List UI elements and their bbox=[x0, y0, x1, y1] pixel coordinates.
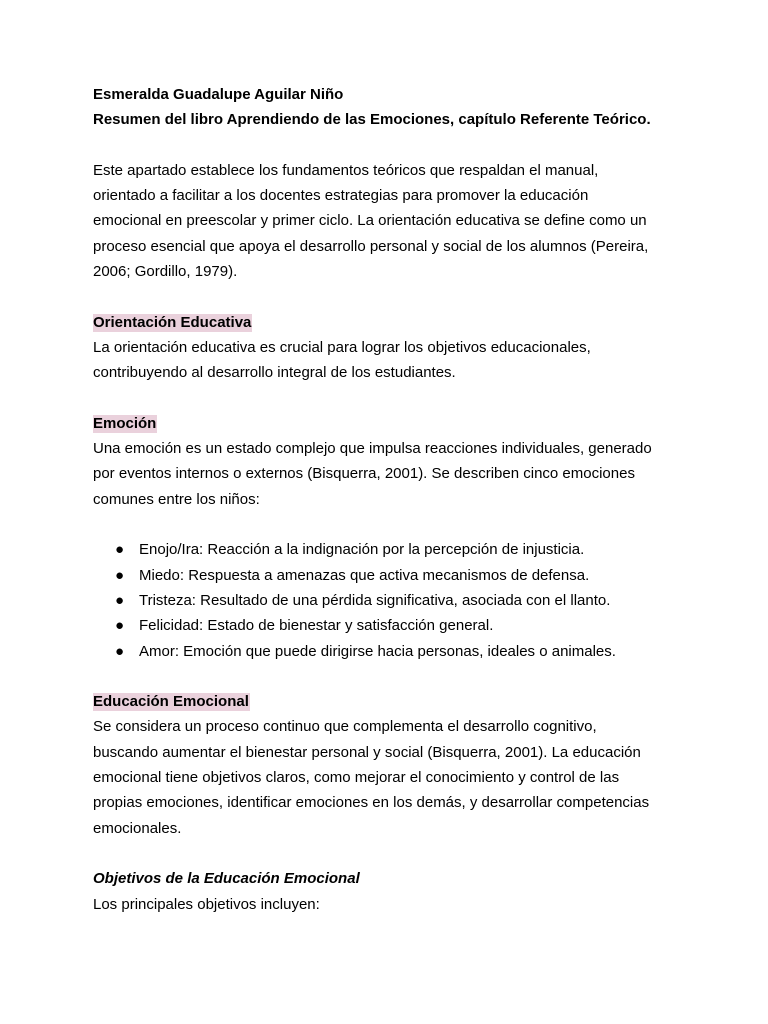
educacion-paragraph bbox=[93, 714, 693, 840]
paragraph-line: Una emoción es un estado complejo que impulsa reacciones individuales, generado bbox=[93, 440, 652, 458]
section-heading-objetivos: Objetivos de la Educación Emocional bbox=[93, 870, 360, 888]
document-subtitle: Resumen del libro Aprendiendo de las Emociones, capítulo Referente Teórico. bbox=[93, 111, 651, 129]
highlighted-heading-text: Emoción bbox=[93, 414, 157, 432]
spacer bbox=[93, 386, 693, 411]
list-item bbox=[93, 588, 693, 613]
spacer bbox=[93, 284, 693, 309]
paragraph-line: comunes entre los niños: bbox=[93, 490, 260, 508]
paragraph-line: contribuyendo al desarrollo integral de los estudiantes. bbox=[93, 364, 456, 382]
list-item bbox=[93, 613, 693, 638]
emocion-paragraph bbox=[93, 436, 693, 512]
intro-paragraph bbox=[93, 158, 693, 284]
list-item-text: Tristeza: Resultado de una pérdida significativa, asociada con el llanto. bbox=[139, 591, 611, 609]
paragraph-line: orientado a facilitar a los docentes estrategias para promover la educación bbox=[93, 187, 589, 205]
paragraph-line: Los principales objetivos incluyen: bbox=[93, 895, 320, 913]
spacer bbox=[93, 133, 693, 158]
bullet-icon: ● bbox=[115, 591, 125, 609]
section-heading-emocion bbox=[93, 411, 693, 436]
bullet-icon: ● bbox=[115, 541, 125, 559]
paragraph-line: Se considera un proceso continuo que complementa el desarrollo cognitivo, bbox=[93, 718, 597, 736]
highlighted-heading-text: Educación Emocional bbox=[93, 693, 249, 711]
paragraph-line: por eventos internos o externos (Bisquerra, 2001). Se describen cinco emociones bbox=[93, 465, 635, 483]
bullet-icon: ● bbox=[115, 642, 125, 660]
list-item-text: Amor: Emoción que puede dirigirse hacia personas, ideales o animales. bbox=[139, 642, 616, 660]
bullet-icon: ● bbox=[115, 617, 125, 635]
spacer bbox=[93, 512, 693, 537]
list-item-text: Miedo: Respuesta a amenazas que activa mecanismos de defensa. bbox=[139, 566, 590, 584]
section-heading-orientacion bbox=[93, 310, 693, 335]
emotions-bullet-list bbox=[93, 537, 693, 663]
bullet-icon: ● bbox=[115, 566, 125, 584]
list-item bbox=[93, 563, 693, 588]
author-name: Esmeralda Guadalupe Aguilar Niño bbox=[93, 86, 344, 103]
document-page bbox=[93, 82, 693, 917]
list-item-text: Enojo/Ira: Reacción a la indignación por la percepción de injusticia. bbox=[139, 541, 585, 559]
paragraph-line: emocionales. bbox=[93, 819, 182, 837]
list-item-text: Felicidad: Estado de bienestar y satisfacción general. bbox=[139, 617, 494, 635]
orientacion-paragraph bbox=[93, 335, 693, 386]
list-item bbox=[93, 639, 693, 664]
paragraph-line: propias emociones, identificar emociones en los demás, y desarrollar competencias bbox=[93, 794, 650, 812]
paragraph-line: emocional tiene objetivos claros, como mejorar el conocimiento y control de las bbox=[93, 769, 620, 787]
paragraph-line: 2006; Gordillo, 1979). bbox=[93, 263, 238, 281]
spacer bbox=[93, 841, 693, 866]
highlighted-heading-text: Orientación Educativa bbox=[93, 313, 252, 331]
paragraph-line: La orientación educativa es crucial para lograr los objetivos educacionales, bbox=[93, 338, 591, 356]
paragraph-line: proceso esencial que apoya el desarrollo personal y social de los alumnos (Pereira, bbox=[93, 237, 649, 255]
paragraph-line: Este apartado establece los fundamentos teóricos que respaldan el manual, bbox=[93, 161, 599, 179]
section-heading-educacion bbox=[93, 689, 693, 714]
paragraph-line: buscando aumentar el bienestar personal y social (Bisquerra, 2001). La educación bbox=[93, 743, 641, 761]
list-item bbox=[93, 537, 693, 562]
spacer bbox=[93, 664, 693, 689]
paragraph-line: emocional en preescolar y primer ciclo. La orientación educativa se define como un bbox=[93, 212, 647, 230]
